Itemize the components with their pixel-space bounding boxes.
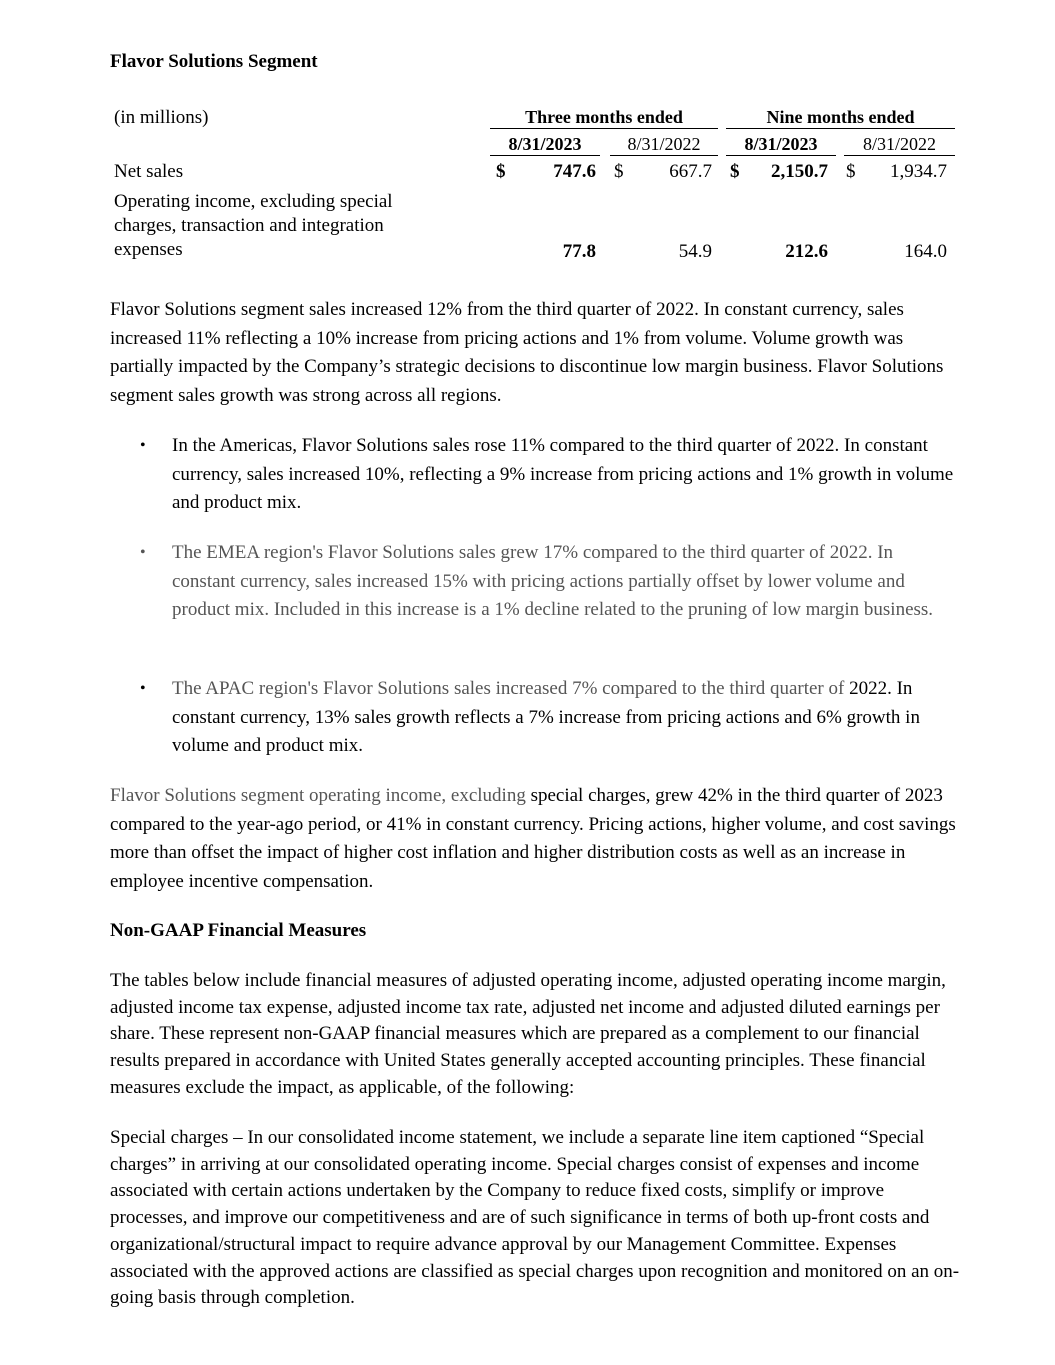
net-sales-ytd-current: 2,150.7 (771, 161, 828, 182)
net-sales-ytd-prior: 1,934.7 (890, 161, 947, 182)
paragraph-part: special charges, grew 42% in the third quarter of 2023 compared to the year-ago period, or 41% in constant currency. Pricing actions, higher volume, and cost savings more than offset the impact of higher cost inflation and higher distribution costs as well as an increase in employee incentive compensation. (110, 785, 956, 892)
flavor-solutions-table (110, 100, 960, 280)
paragraph-special-charges: Special charges – In our consolidated income statement, we include a separate line item captioned “Special charges” in arriving at our consolidated operating income. Special charges consist of expenses and income associated with certain actions undertaken by the Company to reduce fixed costs, simplify or improve processes, and improve our competitiveness and are of such significance in terms of both up-front costs and organizational/structural impact to require advance approval by our Management Committee. Expenses associated with the approved actions are classified as special charges upon recognition and monitored on an on-going basis through completion. (110, 1127, 960, 1309)
header-date-ytd-current: 8/31/2023 (726, 133, 836, 156)
header-nine-months: Nine months ended (726, 106, 955, 129)
net-sales-q-current: 747.6 (553, 161, 596, 182)
bullet-text (172, 675, 955, 761)
bullet-icon: • (140, 544, 146, 561)
header-date-ytd-prior: 8/31/2022 (844, 133, 955, 156)
bullet-text-part: 2022. In constant currency, 13% sales growth reflects a 7% increase from pricing actions and 6% growth in volume and product mix. (172, 678, 920, 756)
paragraph-operating-income (110, 782, 960, 896)
currency-symbol: $ (614, 161, 624, 182)
paragraph-sales-summary: Flavor Solutions segment sales increased 12% from the third quarter of 2022. In constant currency, sales increased 11% reflecting a 10% increase from pricing actions and 1% from volume. Volume growth was partially impacted by the Company’s strategic decisions to discontinue low margin business. Flavor Solutions segment sales growth was strong across all regions. (110, 299, 944, 406)
bullet-text-part: The APAC region's Flavor Solutions sales increased 7% compared to the third quarter of (172, 678, 845, 699)
bullet-text: In the Americas, Flavor Solutions sales rose 11% compared to the third quarter of 2022. In constant currency, sales increased 10%, reflecting a 9% increase from pricing actions and 1% growth in volume and product mix. (172, 435, 954, 513)
paragraph-non-gaap: The tables below include financial measures of adjusted operating income, adjusted operating income margin, adjusted income tax expense, adjusted income tax rate, adjusted net income and adjusted diluted earnings per share. These represent non-GAAP financial measures which are prepared as a complement to our financial results prepared in accordance with United States generally accepted accounting principles. These financial measures exclude the impact, as applicable, of the following: (110, 970, 946, 1098)
header-date-q-prior: 8/31/2022 (610, 133, 718, 156)
bullet-item-americas (140, 432, 955, 518)
bullet-icon: • (140, 680, 146, 697)
bullet-text: The EMEA region's Flavor Solutions sales grew 17% compared to the third quarter of 2022. In constant currency, sales increased 15% with pricing actions partially offset by lower volume and product mix. Included in this increase is a 1% decline related to the pruning of low margin business. (172, 542, 934, 620)
header-three-months: Three months ended (490, 106, 718, 129)
bullet-item-emea (140, 539, 955, 625)
currency-symbol: $ (730, 161, 740, 182)
non-gaap-heading: Non-GAAP Financial Measures (110, 920, 367, 941)
header-date-q-current: 8/31/2023 (490, 133, 600, 156)
op-income-ytd-current: 212.6 (785, 241, 828, 262)
currency-symbol: $ (846, 161, 856, 182)
op-income-q-prior: 54.9 (678, 241, 712, 262)
units-label: (in millions) (114, 107, 209, 128)
bullet-item-apac (140, 675, 955, 761)
paragraph-part: Flavor Solutions segment operating income, excluding (110, 785, 526, 806)
currency-symbol: $ (496, 161, 506, 182)
net-sales-q-prior: 667.7 (669, 161, 712, 182)
row-label-operating-income: Operating income, excluding special charges, transaction and integration expenses (114, 191, 393, 260)
bullet-icon: • (140, 437, 146, 454)
op-income-q-current: 77.8 (562, 241, 596, 262)
segment-heading: Flavor Solutions Segment (110, 51, 318, 72)
row-label-net-sales: Net sales (114, 161, 184, 182)
op-income-ytd-prior: 164.0 (904, 241, 947, 262)
